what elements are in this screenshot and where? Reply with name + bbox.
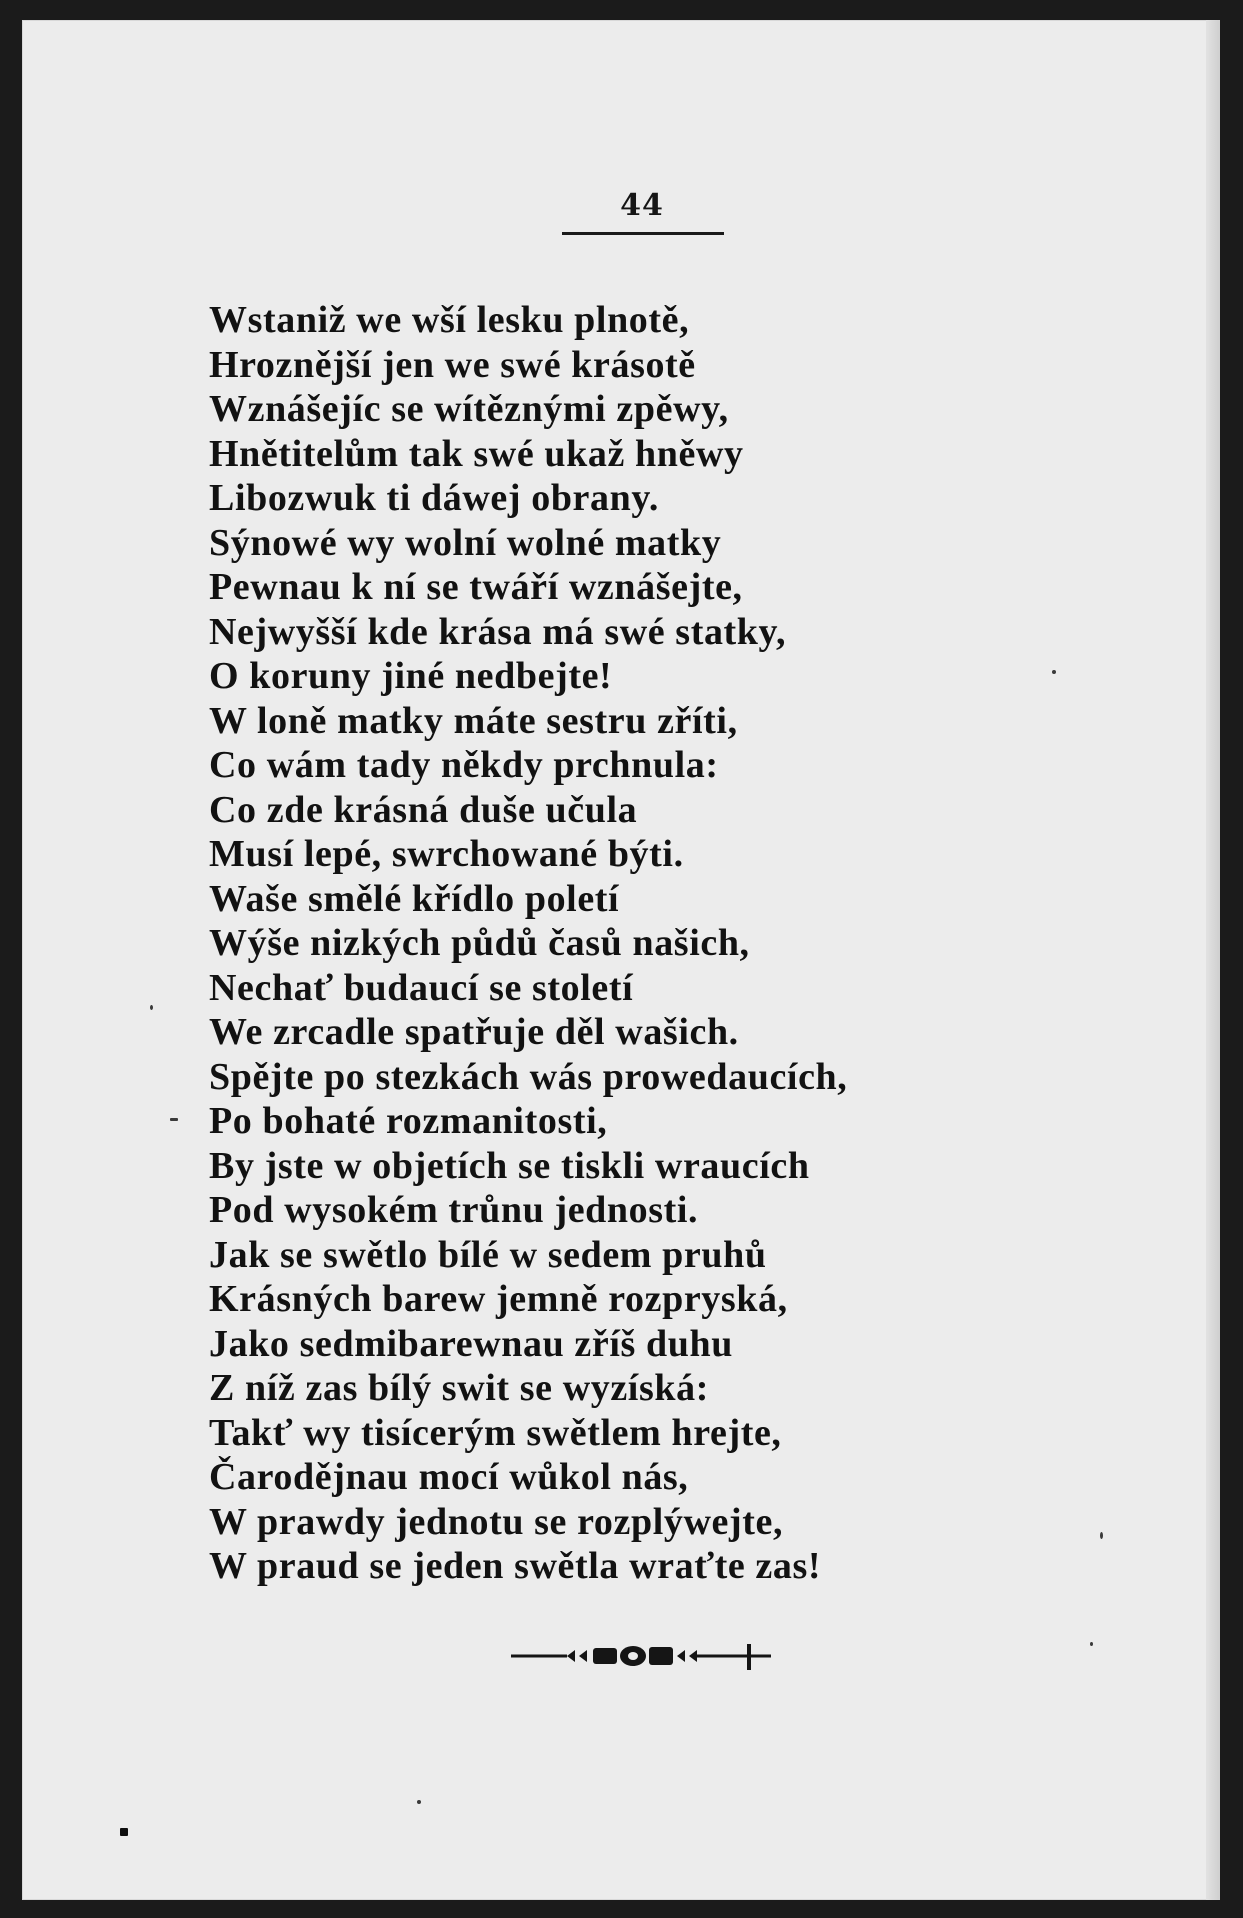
poem-line: Musí lepé, swrchowané býti. bbox=[209, 833, 684, 875]
poem-line: Libozwuk ti dáwej obrany. bbox=[209, 477, 659, 519]
poem-line: Takť wy tisícerým swětlem hrejte, bbox=[209, 1411, 782, 1454]
page-edge-shadow bbox=[1206, 20, 1220, 1900]
paper-speck bbox=[120, 1828, 128, 1836]
paper-speck bbox=[150, 1005, 153, 1010]
page-number-rule bbox=[562, 232, 724, 235]
poem-line: Waše smělé křídlo poletí bbox=[209, 877, 620, 920]
poem-line: W praud se jeden swětla wraťte zas! bbox=[209, 1545, 822, 1587]
paper-speck bbox=[1090, 1642, 1093, 1646]
poem-line: Wznášejíc se wítěznými zpěwy, bbox=[209, 388, 729, 430]
paper-speck bbox=[1052, 670, 1056, 674]
poem-line: W prawdy jednotu se rozplýwejte, bbox=[209, 1500, 784, 1543]
poem-line: By jste w objetích se tiskli wraucích bbox=[209, 1144, 810, 1187]
paper-speck bbox=[417, 1800, 421, 1804]
poem-line: Po bohaté rozmanitosti, bbox=[209, 1100, 608, 1142]
poem-line: Z níž zas bílý swit se wyzíská: bbox=[209, 1367, 709, 1409]
paper-speck bbox=[170, 1118, 178, 1121]
book-page bbox=[22, 20, 1220, 1900]
poem-line: Hroznější jen we swé krásotě bbox=[209, 343, 696, 386]
poem-line: Krásných barew jemně rozpryská, bbox=[209, 1278, 788, 1320]
poem-line: Sýnowé wy wolní wolné matky bbox=[209, 521, 722, 564]
poem-line: Pewnau k ní se twáří wznášejte, bbox=[209, 566, 743, 608]
poem-line: Nechať budaucí se století bbox=[209, 966, 634, 1009]
poem-line: Jak se swětlo bílé w sedem pruhů bbox=[209, 1233, 767, 1276]
poem-line: Hnětitelům tak swé ukaž hněwy bbox=[209, 432, 744, 475]
poem-line: Wstaniž we wší lesku plnotě, bbox=[209, 299, 690, 341]
poem-line: Wýše nizkých půdů časů našich, bbox=[209, 922, 750, 964]
page-number: 44 bbox=[620, 188, 664, 223]
paper-speck bbox=[1100, 1532, 1103, 1539]
decorative-flourish-icon bbox=[509, 1638, 779, 1674]
poem-line: We zrcadle spatřuje děl wašich. bbox=[209, 1011, 739, 1053]
poem-line: Jako sedmibarewnau zříš duhu bbox=[209, 1322, 733, 1365]
poem-line: Co wám tady někdy prchnula: bbox=[209, 744, 719, 786]
poem-line: W loně matky máte sestru zříti, bbox=[209, 699, 738, 742]
poem-line: O koruny jiné nedbejte! bbox=[209, 655, 613, 697]
poem-line: Nejwyšší kde krása má swé statky, bbox=[209, 610, 787, 653]
poem-text bbox=[209, 298, 847, 1589]
poem-line: Spějte po stezkách wás prowedaucích, bbox=[209, 1055, 848, 1098]
poem-line: Co zde krásná duše učula bbox=[209, 788, 638, 831]
poem-line: Čarodějnau mocí wůkol nás, bbox=[209, 1456, 689, 1498]
poem-line: Pod wysokém trůnu jednosti. bbox=[209, 1189, 699, 1231]
